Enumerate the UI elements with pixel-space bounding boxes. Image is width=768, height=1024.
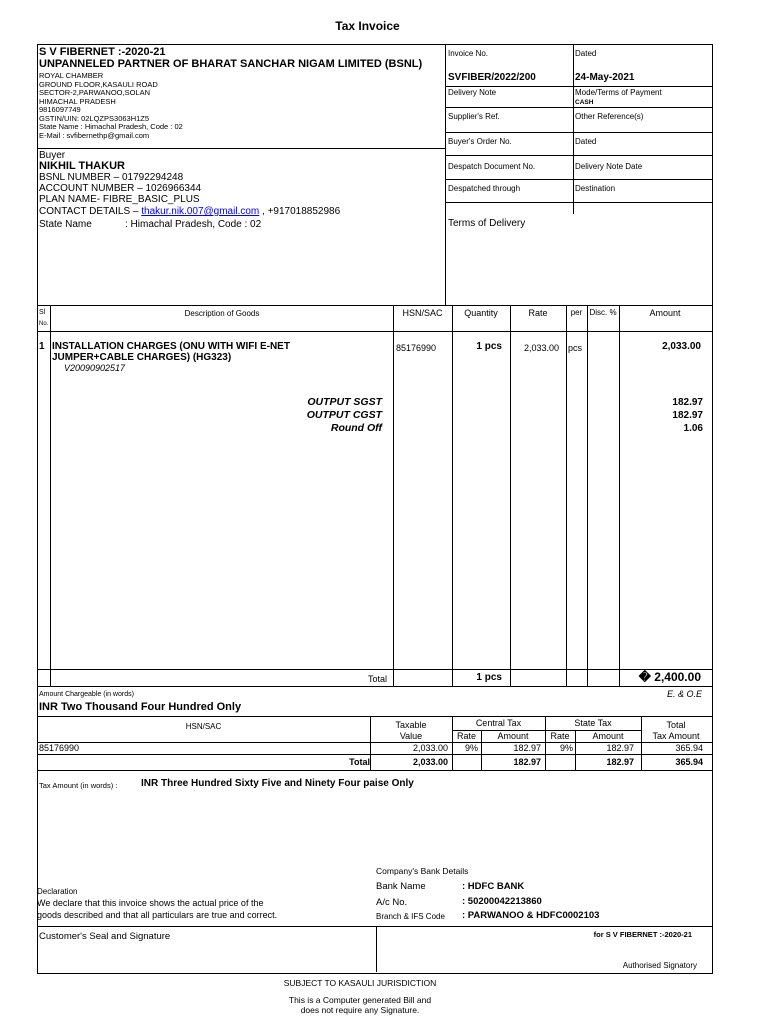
item-quantity: 1 pcs [476,341,502,352]
buyer-email-link[interactable]: thakur.nik.007@gmail.com [141,206,260,217]
seller-tagline: UNPANNELED PARTNER OF BHARAT SANCHAR NIGAM LIMITED (BSNL) [39,58,423,70]
tax-row-state-amount: 182.97 [606,743,634,753]
col-no: No. [39,321,49,327]
items-total-amount: � 2,400.00 [638,670,701,684]
tax-col-total: Total [666,720,686,730]
seller-gstin: GSTIN/UIN: 02LQZPS3063H1Z5 [39,113,150,123]
buyer-contact [39,207,340,217]
col-disc: Disc. % [589,308,617,317]
seller-name: S V FIBERNET :-2020-21 [39,46,166,58]
tax-col-central-amount: Amount [497,731,529,741]
invoice-date: 24-May-2021 [575,72,635,83]
customer-seal-signature: Customer's Seal and Signature [39,931,171,942]
eoe-note: E. & O.E [666,689,702,699]
signature-divider [376,926,377,972]
bank-account-label: A/c No. [376,897,408,908]
bank-account-number: : 50200042213860 [462,896,542,907]
tax-label-sgst: OUTPUT SGST [307,396,382,408]
col-quantity: Quantity [464,308,498,318]
buyer-name: NIKHIL THAKUR [39,160,125,172]
tax-row-total: 365.94 [675,743,703,753]
tax-col-taxable: Taxable [395,720,427,730]
invoice-no: SVFIBER/2022/200 [448,72,536,83]
tax-col-state-rate: Rate [550,731,570,741]
tax-amount-cgst: 182.97 [672,410,703,421]
signature-top-line [37,926,712,927]
tax-row-state-rate: 9% [559,743,573,753]
meta-col-divider [573,44,574,214]
tax-col-state: State Tax [574,718,612,728]
destination-label: Destination [575,184,616,193]
contact-prefix: CONTACT DETAILS – [39,206,142,217]
jurisdiction-note: SUBJECT TO KASAULI JURISDICTION [283,978,437,988]
items-total-top [37,669,712,670]
col-amount: Amount [649,308,681,318]
seller-address-line: HIMACHAL PRADESH [39,96,116,106]
tax-words-label: Tax Amount (in words) : [39,781,118,790]
declaration-text-2: goods described and that all particulars are true and correct. [37,910,278,920]
invoice-no-label: Invoice No. [448,49,489,58]
items-header-bottom [37,331,712,332]
buyer-account-number: ACCOUNT NUMBER – 1026966344 [39,183,202,194]
col-rate: Rate [528,308,548,318]
buyer-state-label: State Name [39,219,92,230]
tax-amount-roundoff: 1.06 [683,423,703,434]
item-amount: 2,033.00 [662,341,701,352]
contact-phone: , +917018852986 [259,206,341,217]
tax-col-state-amount: Amount [592,731,624,741]
tax-total-central: 182.97 [513,757,541,767]
col-description: Description of Goods [184,309,260,318]
tax-total-taxable: 2,033.00 [412,757,448,767]
col-sl: Sl [39,309,46,316]
terms-of-delivery-label: Terms of Delivery [448,218,526,229]
items-header-top [37,305,712,306]
amount-words-label: Amount Chargeable (in words) [39,691,134,698]
buyer-order-label: Buyer's Order No. [448,137,512,146]
col-per: per [570,308,583,317]
tax-row-central-amount: 182.97 [513,743,541,753]
item-description-2: JUMPER+CABLE CHARGES) (HG323) [52,352,232,363]
tax-amount-sgst: 182.97 [672,397,703,408]
no-signature-note: does not require any Signature. [300,1005,420,1015]
tax-total-label: Total [349,757,370,767]
seller-address-line: SECTOR-2,PARWANOO,SOLAN [39,88,150,97]
tax-row-hsn: 85176990 [39,743,80,753]
buyer-plan-name: PLAN NAME- FIBRE_BASIC_PLUS [39,194,200,205]
tax-label-roundoff: Round Off [330,422,382,434]
bank-branch-ifsc: : PARWANOO & HDFC0002103 [462,910,600,921]
order-dated-label: Dated [575,137,597,146]
item-description: INSTALLATION CHARGES (ONU WITH WIFI E-NET [52,341,290,352]
declaration-label: Declaration [37,887,78,896]
col-hsn: HSN/SAC [402,308,443,318]
seller-address-line: ROYAL CHAMBER [39,71,104,80]
tax-total-amount: 365.94 [675,757,703,767]
tax-col-hsn: HSN/SAC [185,722,222,731]
item-hsn: 85176990 [396,343,437,353]
buyer-label: Buyer [39,150,66,161]
seller-address-line: GROUND FLOOR,KASAULI ROAD [39,79,158,89]
tax-col-taxable-2: Value [399,731,423,741]
items-total-label: Total [367,674,387,684]
document-title: Tax Invoice [335,19,400,33]
declaration-text: We declare that this invoice shows the actual price of the [37,898,264,908]
tax-total-state: 182.97 [606,757,634,767]
tax-amount-in-words: INR Three Hundred Sixty Five and Ninety Four paise Only [141,778,414,789]
other-ref-label: Other Reference(s) [575,112,644,121]
despatched-through-label: Despatched through [448,184,521,193]
item-per: pcs [568,343,583,353]
item-serial: V20090902517 [64,363,126,373]
tax-row-taxable: 2,033.00 [412,743,448,753]
items-total-bottom [37,686,712,687]
seller-email: E-Mail : svfibernethp@gmail.com [39,130,150,140]
seller-phone: 9816097749 [39,105,81,114]
computer-generated-note: This is a Computer generated Bill and [288,995,432,1005]
payment-mode: CASH [575,99,594,106]
header-divider [445,44,446,306]
mode-terms-label: Mode/Terms of Payment [575,88,662,97]
bank-details-heading: Company's Bank Details [376,866,469,876]
tax-col-central: Central Tax [475,718,522,728]
buyer-bsnl-number: BSNL NUMBER – 01792294248 [39,172,184,183]
supplier-ref-label: Supplier's Ref. [448,112,500,121]
bank-name: : HDFC BANK [462,881,525,892]
bank-name-label: Bank Name [376,881,426,892]
for-company: for S V FIBERNET :-2020-21 [593,930,692,939]
items-total-quantity: 1 pcs [476,672,502,683]
delivery-note-label: Delivery Note [448,88,497,97]
tax-row-central-rate: 9% [464,743,478,753]
tax-label-cgst: OUTPUT CGST [306,409,382,421]
item-sl: 1 [39,341,45,352]
tax-col-central-rate: Rate [456,731,476,741]
seller-state: State Name : Himachal Pradesh, Code : 02 [39,122,183,131]
bank-branch-label: Branch & IFS Code [376,912,445,921]
despatch-doc-label: Despatch Document No. [448,162,536,171]
delivery-note-date-label: Delivery Note Date [575,162,643,171]
dated-label: Dated [575,49,597,58]
buyer-state-value: : Himachal Pradesh, Code : 02 [125,219,262,230]
item-rate: 2,033.00 [523,343,559,353]
tax-col-total-2: Tax Amount [652,731,700,741]
amount-in-words: INR Two Thousand Four Hundred Only [39,701,242,713]
seller-buyer-divider [37,148,445,149]
authorised-signatory: Authorised Signatory [622,961,697,970]
